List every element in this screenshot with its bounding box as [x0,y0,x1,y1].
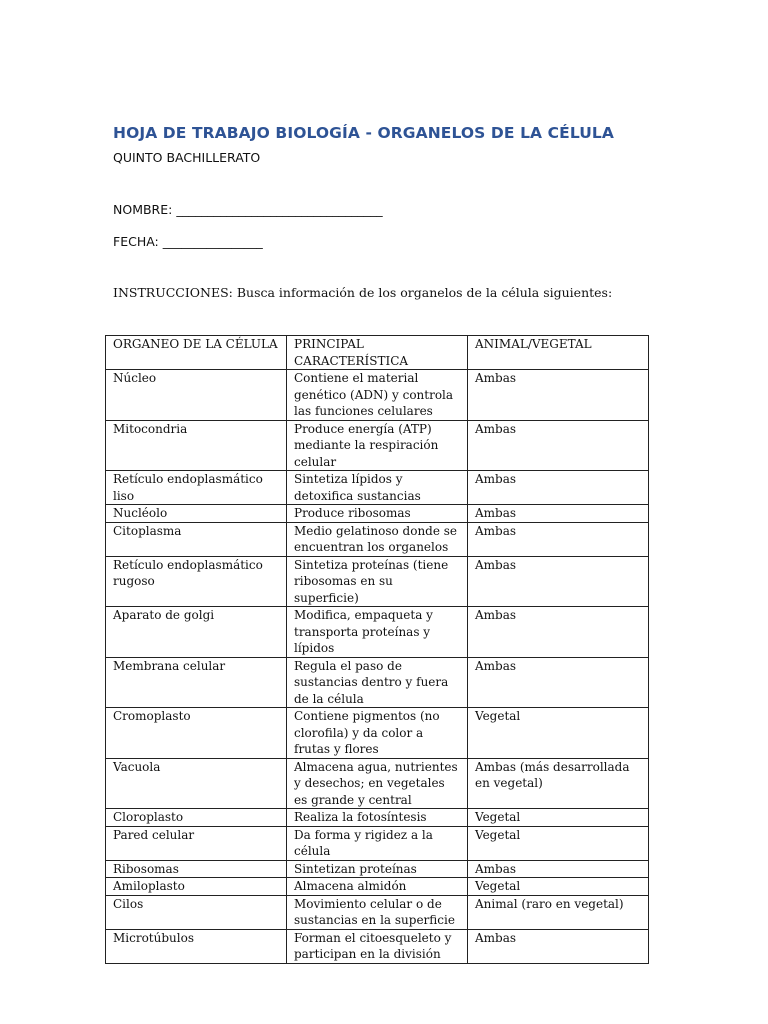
animal-vegetal-cell: Ambas [468,657,649,708]
organelle-cell: Vacuola [106,758,287,809]
characteristic-cell: Modifica, empaqueta y transporta proteínas y lípidos [287,607,468,658]
table-row [106,471,649,505]
organelle-cell: Citoplasma [106,522,287,556]
characteristic-cell: Almacena almidón [287,878,468,896]
animal-vegetal-cell: Vegetal [468,809,649,827]
organelle-cell: Retículo endoplasmático rugoso [106,556,287,607]
animal-vegetal-cell: Ambas [468,370,649,421]
table-row [106,607,649,658]
name-blank-line: _________________________________ [176,202,383,217]
header-organelle: ORGANEO DE LA CÉLULA [106,336,287,370]
table-row [106,505,649,523]
organelles-table [105,335,649,964]
table-row [106,878,649,896]
animal-vegetal-cell: Ambas [468,522,649,556]
table-row [106,556,649,607]
page-title: HOJA DE TRABAJO BIOLOGÍA - ORGANELOS DE LA CÉLULA [113,124,614,142]
page-subtitle: QUINTO BACHILLERATO [113,150,261,165]
characteristic-cell: Sintetiza proteínas (tiene ribosomas en su superficie) [287,556,468,607]
characteristic-cell: Produce ribosomas [287,505,468,523]
table-row [106,370,649,421]
organelle-cell: Aparato de golgi [106,607,287,658]
animal-vegetal-cell: Ambas [468,556,649,607]
organelle-cell: Mitocondria [106,420,287,471]
organelle-cell: Cromoplasto [106,708,287,759]
organelle-cell: Pared celular [106,826,287,860]
characteristic-cell: Movimiento celular o de sustancias en la superficie [287,895,468,929]
organelle-cell: Membrana celular [106,657,287,708]
characteristic-cell: Realiza la fotosíntesis [287,809,468,827]
table-row [106,708,649,759]
characteristic-cell: Medio gelatinoso donde se encuentran los organelos [287,522,468,556]
characteristic-cell: Da forma y rigidez a la célula [287,826,468,860]
characteristic-cell: Sintetizan proteínas [287,860,468,878]
table-row [106,657,649,708]
organelle-cell: Nucléolo [106,505,287,523]
header-animal-vegetal: ANIMAL/VEGETAL [468,336,649,370]
animal-vegetal-cell: Ambas [468,420,649,471]
organelle-cell: Cloroplasto [106,809,287,827]
table-header-row [106,336,649,370]
date-field [113,234,263,249]
characteristic-cell: Contiene el material genético (ADN) y controla las funciones celulares [287,370,468,421]
animal-vegetal-cell: Ambas [468,860,649,878]
header-characteristic: PRINCIPAL CARACTERÍSTICA [287,336,468,370]
animal-vegetal-cell: Ambas [468,505,649,523]
animal-vegetal-cell: Vegetal [468,708,649,759]
animal-vegetal-cell: Ambas [468,929,649,963]
animal-vegetal-cell: Animal (raro en vegetal) [468,895,649,929]
date-blank-line: ________________ [162,234,263,249]
table-row [106,809,649,827]
table-row [106,826,649,860]
characteristic-cell: Produce energía (ATP) mediante la respiración celular [287,420,468,471]
organelle-cell: Amiloplasto [106,878,287,896]
organelle-cell: Cilos [106,895,287,929]
characteristic-cell: Regula el paso de sustancias dentro y fuera de la célula [287,657,468,708]
animal-vegetal-cell: Vegetal [468,878,649,896]
instructions-text: INSTRUCCIONES: Busca información de los organelos de la célula siguientes: [113,285,613,300]
table-row [106,860,649,878]
characteristic-cell: Almacena agua, nutrientes y desechos; en vegetales es grande y central [287,758,468,809]
date-label: FECHA: [113,234,159,249]
animal-vegetal-cell: Ambas (más desarrollada en vegetal) [468,758,649,809]
animal-vegetal-cell: Ambas [468,471,649,505]
table-row [106,522,649,556]
table-row [106,420,649,471]
characteristic-cell: Sintetiza lípidos y detoxifica sustancias [287,471,468,505]
characteristic-cell: Contiene pigmentos (no clorofila) y da color a frutas y flores [287,708,468,759]
organelle-cell: Microtúbulos [106,929,287,963]
organelle-cell: Ribosomas [106,860,287,878]
table-row [106,895,649,929]
characteristic-cell: Forman el citoesqueleto y participan en la división [287,929,468,963]
animal-vegetal-cell: Ambas [468,607,649,658]
name-label: NOMBRE: [113,202,173,217]
animal-vegetal-cell: Vegetal [468,826,649,860]
organelle-cell: Núcleo [106,370,287,421]
table-row [106,929,649,963]
name-field [113,202,383,217]
table-row [106,758,649,809]
organelle-cell: Retículo endoplasmático liso [106,471,287,505]
